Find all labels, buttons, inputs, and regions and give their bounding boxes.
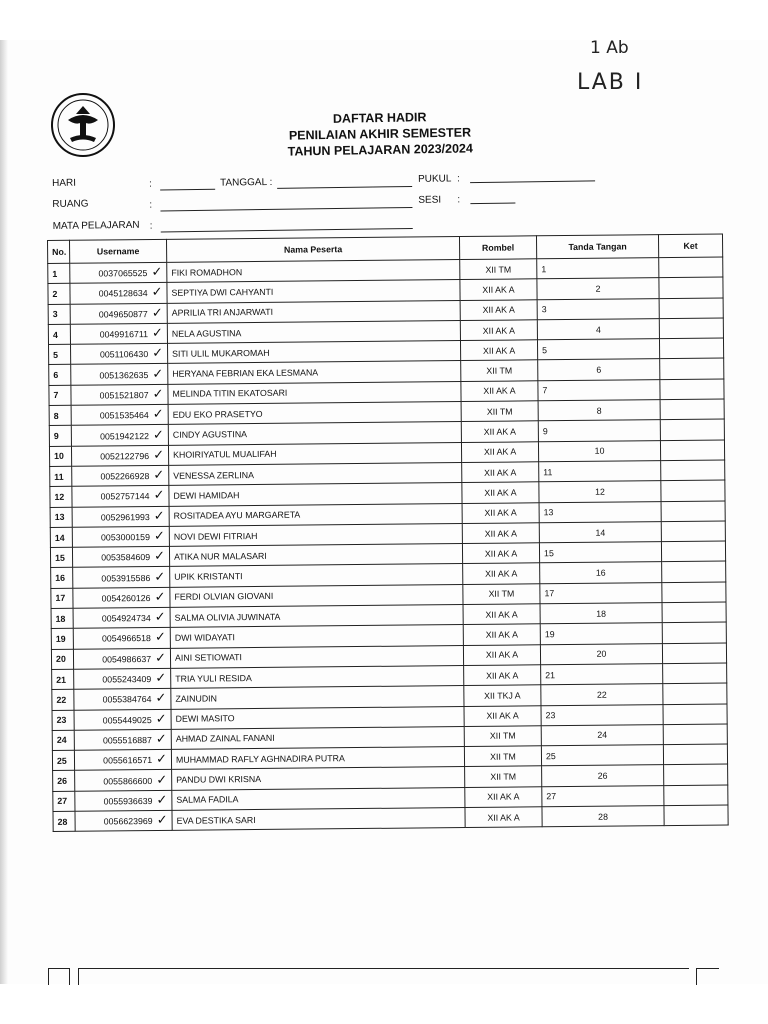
check-mark-icon: ✓ [154, 549, 166, 565]
row-ket [660, 440, 724, 461]
row-number: 22 [52, 689, 74, 710]
row-username: 0051362635 [99, 369, 149, 381]
row-number: 8 [49, 405, 71, 426]
row-nama-peserta: TRIA YULI RESIDA [171, 665, 464, 688]
mapel-label: MATA PELAJARAN [52, 219, 140, 232]
row-ket [662, 602, 726, 623]
row-signature: 22 [541, 684, 663, 705]
row-signature: 6 [538, 359, 660, 380]
check-mark-icon: ✓ [156, 792, 168, 808]
row-username-cell [71, 364, 168, 385]
check-mark-icon: ✓ [151, 305, 163, 321]
row-username: 0053915586 [101, 572, 151, 584]
row-nama-peserta: FIKI ROMADHON [167, 260, 460, 283]
row-username: 0055243409 [102, 674, 152, 685]
row-nama-peserta: PANDU DWI KRISNA [172, 767, 465, 790]
row-rombel: XII TM [465, 766, 542, 787]
row-username: 0037065525 [98, 268, 148, 279]
row-number: 15 [50, 547, 72, 568]
row-number: 17 [51, 588, 73, 609]
row-rombel: XII TM [464, 746, 541, 767]
row-rombel: XII TM [461, 401, 538, 422]
row-rombel: XII AK A [460, 340, 537, 361]
row-username-cell [74, 689, 171, 710]
row-username-cell [74, 729, 171, 750]
row-number: 16 [51, 568, 73, 589]
title-line-1: DAFTAR HADIR [332, 110, 427, 126]
row-username: 0054986637 [102, 653, 152, 665]
row-username: 0052122796 [100, 450, 150, 462]
row-number: 7 [49, 385, 71, 406]
row-signature: 4 [537, 319, 659, 340]
row-ket [663, 663, 727, 684]
row-signature: 9 [538, 420, 660, 441]
row-nama-peserta: DEWI MASITO [171, 706, 464, 729]
row-nama-peserta: SITI ULIL MUKAROMAH [167, 341, 460, 364]
row-username-cell [72, 506, 169, 527]
sesi-colon: : [457, 194, 461, 206]
row-number: 24 [52, 730, 74, 751]
row-username: 0049650877 [98, 308, 148, 320]
footer-box-middle [78, 968, 689, 985]
row-rombel: XII AK A [461, 421, 538, 442]
row-username-cell [74, 709, 171, 730]
row-nama-peserta: SEPTIYA DWI CAHYANTI [167, 280, 460, 303]
row-ket [663, 744, 727, 765]
row-number: 20 [51, 649, 73, 670]
row-username: 0052961993 [100, 511, 150, 523]
row-username: 0051535464 [99, 410, 149, 421]
row-nama-peserta: CINDY AGUSTINA [168, 422, 461, 445]
row-username-cell [71, 425, 168, 446]
row-username-cell [75, 790, 172, 811]
row-username: 0051521807 [99, 389, 149, 401]
row-number: 3 [48, 304, 70, 325]
row-nama-peserta: EVA DESTIKA SARI [172, 808, 465, 831]
row-username-cell [70, 323, 167, 344]
check-mark-icon: ✓ [151, 285, 163, 301]
row-rombel: XII AK A [460, 299, 537, 320]
row-ket [659, 277, 723, 298]
row-username-cell [71, 344, 168, 365]
row-number: 19 [51, 629, 73, 650]
row-signature: 18 [540, 603, 662, 624]
check-mark-icon: ✓ [153, 467, 165, 484]
row-nama-peserta: AHMAD ZAINAL FANANI [171, 726, 464, 749]
row-username-cell [72, 546, 169, 567]
row-number: 26 [53, 771, 75, 792]
row-username-cell [70, 283, 167, 304]
check-mark-icon: ✓ [152, 407, 164, 423]
check-mark-icon: ✓ [154, 589, 166, 605]
row-signature: 11 [539, 461, 661, 482]
row-username-cell [74, 668, 171, 689]
row-username-cell [74, 749, 171, 770]
row-username-cell [71, 384, 168, 405]
title-line-2: PENILAIAN AKHIR SEMESTER [288, 125, 472, 143]
row-rombel: XII AK A [463, 604, 540, 625]
row-username: 0056623969 [103, 816, 153, 827]
row-username: 0053584609 [101, 552, 151, 563]
row-nama-peserta: SALMA FADILA [172, 787, 465, 810]
row-rombel: XII TM [464, 726, 541, 747]
row-username: 0055516887 [102, 734, 152, 746]
pukul-label: PUKUL [417, 173, 452, 185]
row-signature: 19 [540, 623, 662, 644]
row-ket [660, 358, 724, 379]
row-signature: 21 [541, 664, 663, 685]
row-rombel: XII TKJ A [464, 685, 541, 706]
row-nama-peserta: AINI SETIOWATI [170, 645, 463, 668]
row-rombel: XII AK A [465, 786, 542, 807]
check-mark-icon: ✓ [152, 366, 164, 382]
row-signature: 15 [539, 542, 661, 563]
row-number: 10 [49, 446, 71, 467]
page-edge-shadow [0, 40, 8, 984]
row-signature: 1 [537, 258, 659, 279]
row-number: 4 [48, 324, 70, 345]
row-username: 0054924734 [101, 613, 151, 624]
row-signature: 28 [542, 806, 664, 827]
row-signature: 16 [540, 562, 662, 583]
row-number: 2 [48, 284, 70, 305]
row-username: 0051942122 [99, 430, 150, 442]
check-mark-icon: ✓ [155, 670, 167, 687]
row-ket [662, 561, 726, 582]
attendance-table [47, 234, 729, 833]
check-mark-icon: ✓ [151, 325, 163, 342]
row-nama-peserta: EDU EKO PRASETYO [168, 402, 461, 425]
row-nama-peserta: UPIK KRISTANTI [170, 564, 463, 587]
check-mark-icon: ✓ [154, 610, 166, 626]
row-username-cell [72, 526, 169, 547]
col-nama-peserta: Nama Peserta [166, 237, 459, 263]
row-rombel: XII AK A [461, 441, 538, 462]
row-nama-peserta: NOVI DEWI FITRIAH [169, 523, 462, 546]
row-rombel: XII AK A [460, 320, 537, 341]
row-username-cell [71, 445, 168, 466]
row-username-cell [70, 262, 167, 283]
col-ket: Ket [658, 234, 722, 258]
row-ket [661, 541, 725, 562]
row-nama-peserta: NELA AGUSTINA [167, 320, 460, 343]
row-signature: 8 [538, 400, 660, 421]
tanggal-label: TANGGAL : [220, 176, 273, 189]
handwritten-lab-note: LAB I [577, 70, 644, 95]
row-username: 0045128634 [98, 288, 148, 299]
col-tanda-tangan: Tanda Tangan [536, 235, 658, 259]
row-ket [660, 379, 724, 400]
row-signature: 23 [541, 704, 663, 725]
row-username-cell [73, 607, 170, 628]
row-rombel: XII AK A [462, 482, 539, 503]
row-rombel: XII AK A [461, 381, 538, 402]
check-mark-icon: ✓ [153, 528, 165, 544]
row-nama-peserta: MUHAMMAD RAFLY AGHNADIRA PUTRA [171, 747, 464, 770]
row-ket [661, 501, 725, 522]
check-mark-icon: ✓ [156, 813, 168, 829]
row-nama-peserta: SALMA OLIVIA JUWINATA [170, 605, 463, 628]
row-username-cell [72, 486, 169, 507]
check-mark-icon: ✓ [155, 711, 167, 727]
check-mark-icon: ✓ [153, 488, 165, 504]
row-ket [659, 257, 723, 278]
row-username: 0054260126 [101, 592, 151, 604]
row-signature: 13 [539, 501, 661, 522]
row-rombel: XII AK A [464, 705, 541, 726]
row-number: 1 [48, 263, 70, 284]
row-rombel: XII TM [460, 259, 537, 280]
row-rombel: XII AK A [463, 624, 540, 645]
row-username: 0052757144 [100, 491, 150, 502]
row-nama-peserta: KHOIRIYATUL MUALIFAH [168, 442, 461, 465]
row-username: 0052266928 [100, 471, 150, 482]
row-ket [663, 724, 727, 745]
row-rombel: XII AK A [462, 523, 539, 544]
row-ket [661, 460, 725, 481]
row-signature: 7 [538, 379, 660, 400]
row-username-cell [73, 587, 170, 608]
row-signature: 5 [537, 339, 659, 360]
row-username: 0055449025 [102, 714, 152, 726]
row-rombel: XII AK A [462, 502, 539, 523]
hari-colon: : [149, 178, 152, 190]
row-signature: 17 [540, 582, 662, 603]
row-ket [663, 683, 727, 704]
sesi-label: SESI [418, 194, 442, 206]
row-number: 9 [49, 426, 71, 447]
row-username-cell [73, 628, 170, 649]
row-nama-peserta: APRILIA TRI ANJARWATI [167, 300, 460, 323]
row-ket [660, 419, 724, 440]
row-ket [661, 521, 725, 542]
row-ket [663, 704, 727, 725]
check-mark-icon: ✓ [154, 630, 166, 646]
row-username: 0055384764 [102, 694, 152, 705]
row-number: 14 [50, 527, 72, 548]
row-username-cell [71, 404, 168, 425]
row-username: 0055616571 [103, 755, 153, 766]
row-number: 21 [52, 669, 74, 690]
title-line-3: TAHUN PELAJARAN 2023/2024 [287, 141, 474, 159]
row-signature: 27 [542, 785, 664, 806]
row-ket [660, 399, 724, 420]
row-rombel: XII TM [463, 584, 540, 605]
row-username: 0053000159 [100, 532, 150, 543]
check-mark-icon: ✓ [152, 386, 164, 402]
row-signature: 3 [537, 298, 659, 319]
row-username-cell [73, 648, 170, 669]
row-username-cell [70, 303, 167, 324]
row-ket [661, 480, 725, 501]
row-ket [664, 785, 728, 806]
row-number: 23 [52, 710, 74, 731]
col-rombel: Rombel [459, 236, 536, 260]
row-ket [662, 643, 726, 664]
document-title [250, 108, 511, 161]
row-nama-peserta: MELINDA TITIN EKATOSARI [168, 381, 461, 404]
row-number: 28 [53, 811, 75, 832]
row-signature: 26 [542, 765, 664, 786]
row-signature: 10 [538, 440, 660, 461]
row-username: 0049916711 [99, 329, 149, 340]
row-rombel: XII AK A [464, 665, 541, 686]
row-rombel: XII TM [461, 360, 538, 381]
footer-box-left [48, 968, 70, 985]
check-mark-icon: ✓ [153, 508, 165, 524]
row-number: 11 [50, 466, 72, 487]
row-rombel: XII AK A [465, 807, 542, 828]
row-ket [659, 298, 723, 319]
row-number: 5 [49, 344, 71, 365]
table-body [48, 257, 728, 832]
row-nama-peserta: DWI WIDAYATI [170, 625, 463, 648]
row-number: 18 [51, 608, 73, 629]
row-rombel: XII AK A [462, 462, 539, 483]
pukul-colon: : [456, 173, 460, 185]
row-rombel: XII AK A [460, 279, 537, 300]
row-number: 27 [53, 791, 75, 812]
ruang-label: RUANG [52, 198, 89, 210]
row-ket [659, 318, 723, 339]
row-nama-peserta: DEWI HAMIDAH [169, 483, 462, 506]
check-mark-icon: ✓ [155, 731, 167, 747]
row-signature: 24 [541, 724, 663, 745]
check-mark-icon: ✓ [156, 752, 168, 768]
row-number: 12 [50, 487, 72, 508]
row-ket [664, 764, 728, 785]
col-no: No. [48, 240, 70, 263]
row-username-cell [73, 567, 170, 588]
check-mark-icon: ✓ [156, 772, 168, 788]
tut-wuri-handayani-logo [50, 92, 116, 158]
check-mark-icon: ✓ [155, 650, 167, 666]
row-signature: 20 [540, 643, 662, 664]
row-number: 25 [52, 750, 74, 771]
row-signature: 25 [541, 745, 663, 766]
row-number: 6 [49, 365, 71, 386]
row-nama-peserta: ZAINUDIN [171, 686, 464, 709]
row-nama-peserta: ATIKA NUR MALASARI [169, 544, 462, 567]
row-username-cell [75, 810, 172, 831]
row-number: 13 [50, 507, 72, 528]
row-nama-peserta: HERYANA FEBRIAN EKA LESMANA [168, 361, 461, 384]
check-mark-icon: ✓ [152, 427, 164, 443]
row-signature: 12 [539, 481, 661, 502]
check-mark-icon: ✓ [151, 265, 163, 281]
row-ket [659, 338, 723, 359]
ruang-colon: : [149, 199, 153, 211]
row-username: 0051106430 [99, 349, 149, 360]
check-mark-icon: ✓ [155, 691, 167, 707]
check-mark-icon: ✓ [152, 346, 164, 362]
row-username-cell [72, 465, 169, 486]
mapel-colon: : [149, 220, 153, 232]
row-rombel: XII AK A [462, 543, 539, 564]
row-rombel: XII AK A [463, 563, 540, 584]
row-rombel: XII AK A [463, 644, 540, 665]
page-footer-boxes [48, 968, 718, 984]
row-username: 0055866600 [103, 775, 153, 787]
row-signature: 14 [539, 521, 661, 542]
row-nama-peserta: VENESSA ZERLINA [169, 462, 462, 485]
footer-box-right [696, 968, 719, 985]
row-username-cell [75, 770, 172, 791]
row-username: 0055936639 [103, 795, 153, 807]
hari-label: HARI [52, 177, 77, 189]
row-nama-peserta: FERDI OLVIAN GIOVANI [170, 584, 463, 607]
handwritten-note-top: 1 Ab [590, 38, 629, 58]
check-mark-icon: ✓ [153, 447, 165, 463]
row-ket [662, 582, 726, 603]
row-signature: 2 [537, 278, 659, 299]
check-mark-icon: ✓ [154, 569, 166, 585]
row-nama-peserta: ROSITADEA AYU MARGARETA [169, 503, 462, 526]
row-ket [662, 622, 726, 643]
row-ket [664, 805, 728, 826]
col-username: Username [70, 239, 167, 263]
row-username: 0054966518 [101, 633, 151, 644]
